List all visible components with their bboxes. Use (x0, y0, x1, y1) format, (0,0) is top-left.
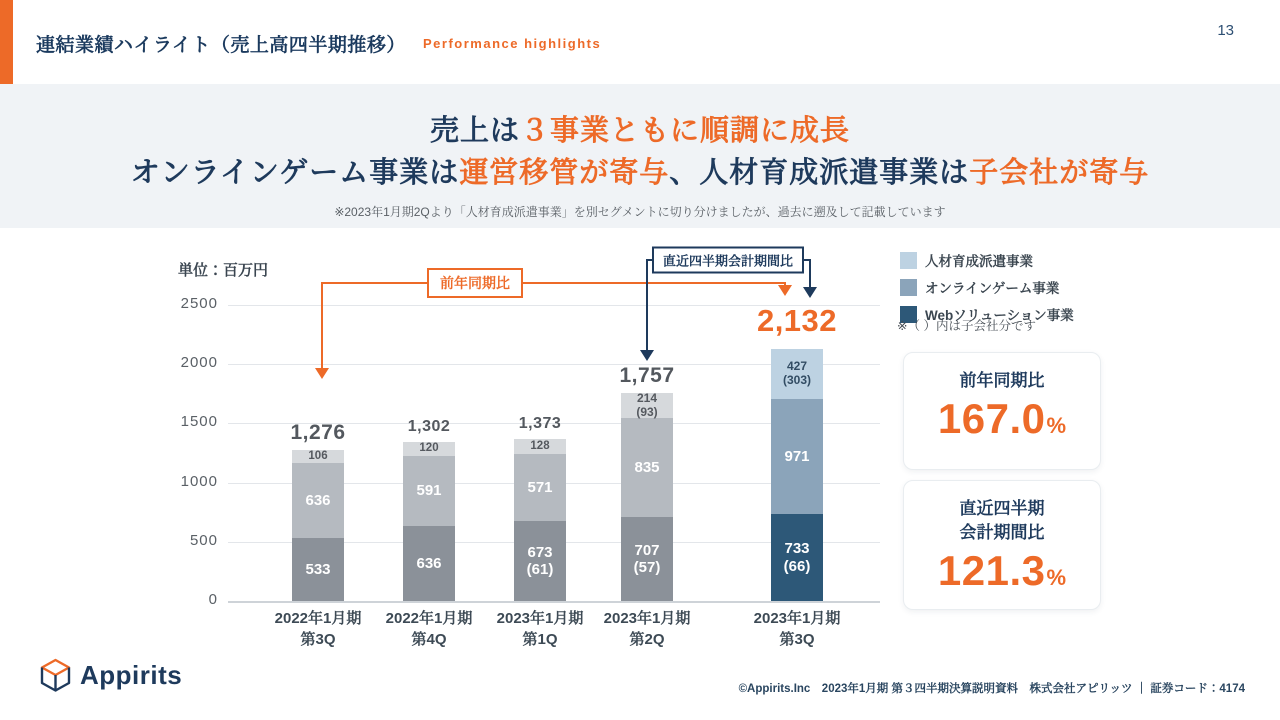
segment-value-label: 707 (57) (633, 541, 661, 577)
segment-value-label: 636 (416, 554, 442, 572)
x-axis-label: 2022年1月期 第3Q (274, 610, 362, 648)
headline-segment: 売上は (429, 115, 520, 147)
segment-value-label: 591 (416, 482, 442, 500)
gridline (228, 601, 880, 603)
bar-segment (292, 538, 344, 601)
kpi-value: 167.0% (937, 395, 1067, 442)
bar-segment (621, 418, 673, 517)
x-axis-label: 2023年1月期 第3Q (753, 610, 841, 648)
segment-value-label: 214 (93) (636, 390, 658, 419)
legend-label: 人材育成派遣事業 (925, 254, 1033, 269)
segment-value-label: 571 (527, 478, 553, 496)
yoy-annotation-badge: 前年同期比 (427, 268, 523, 298)
x-axis-label: 2023年1月期 第2Q (603, 610, 691, 648)
legend-item (900, 277, 1074, 297)
y-tick-label: 500 (189, 531, 218, 549)
bar-segment (514, 521, 566, 601)
bar-segment (403, 456, 455, 526)
bar-segment (771, 349, 823, 400)
segment-value-label: 673 (61) (526, 543, 554, 579)
bar-segment (621, 517, 673, 601)
segment-value-label: 128 (530, 439, 550, 452)
legend-label: Webソリューション事業 (925, 308, 1074, 323)
page-subtitle: Performance highlights (423, 36, 602, 51)
legend-label: オンラインゲーム事業 (925, 281, 1060, 296)
y-tick-label: 1000 (180, 472, 218, 490)
kpi-title: 前年同期比 (959, 371, 1045, 390)
kpi-value: 121.3% (937, 547, 1067, 594)
headline-segment: オンラインゲーム事業は (130, 157, 460, 189)
segment-value-label: 971 (784, 448, 810, 466)
segment-value-label: 835 (634, 459, 660, 477)
bar-total-label: 1,757 (619, 364, 675, 388)
bar-total-label: 2,132 (756, 302, 838, 338)
cube-logo-icon (40, 658, 71, 693)
segment-value-label: 533 (305, 560, 331, 578)
bar-segment (292, 463, 344, 538)
segment-value-label: 106 (308, 449, 328, 462)
segment-value-label: 636 (305, 491, 331, 509)
kpi-card-yoy (903, 352, 1101, 470)
headline-segment: 運営移管が寄与 (459, 157, 670, 189)
x-axis-label: 2022年1月期 第4Q (385, 610, 473, 648)
bar-segment (514, 439, 566, 454)
headline-segment: ３事業ともに順調に成長 (520, 115, 851, 147)
y-tick-label: 0 (208, 591, 218, 608)
bar-segment (621, 390, 673, 419)
y-tick-label: 2000 (180, 354, 218, 372)
segment-value-label: 733 (66) (783, 540, 811, 575)
y-tick-label: 2500 (180, 295, 218, 312)
bar-segment (403, 442, 455, 456)
legend-swatch-light-blue (900, 252, 917, 269)
segment-value-label: 427 (303) (782, 359, 811, 387)
footer-credit: ©Appirits.Inc 2023年1月期 第３四半期決算説明資料 株式会社アピリッツ ｜ 証券コード：4174 (738, 683, 1245, 695)
headline-note: ※2023年1月期2Qより「人材育成派遣事業」を別セグメントに切り分けましたが、過去に遡及して記載しています (334, 205, 946, 219)
bar-segment (514, 454, 566, 522)
y-tick-label: 1500 (180, 413, 218, 431)
bar-segment (771, 399, 823, 514)
bar-total-label: 1,373 (518, 414, 562, 432)
legend-item (900, 250, 1074, 270)
company-logo (40, 658, 182, 693)
bar-segment (292, 450, 344, 463)
x-axis-label: 2023年1月期 第1Q (496, 610, 584, 648)
bar-segment (771, 514, 823, 601)
legend-note: ※（ ）内は子会社分です (897, 319, 1036, 333)
brand-name: Appirits (80, 660, 183, 690)
kpi-title: 直近四半期 会計期間比 (959, 499, 1045, 542)
unit-label: 単位：百万円 (178, 262, 269, 279)
qoq-annotation-badge: 直近四半期会計期間比 (652, 247, 804, 274)
legend-swatch-steel-blue (900, 279, 917, 296)
page-number: 13 (1217, 22, 1234, 39)
bar-total-label: 1,276 (290, 421, 346, 445)
bar-total-label: 1,302 (407, 417, 451, 435)
bar-segment (403, 526, 455, 601)
kpi-card-qoq (903, 480, 1101, 610)
page-title: 連結業績ハイライト（売上高四半期推移） (36, 35, 406, 56)
headline-segment: 子会社が寄与 (969, 157, 1150, 189)
headline-segment: 、人材育成派遣事業は (669, 157, 970, 189)
segment-value-label: 120 (419, 441, 439, 454)
